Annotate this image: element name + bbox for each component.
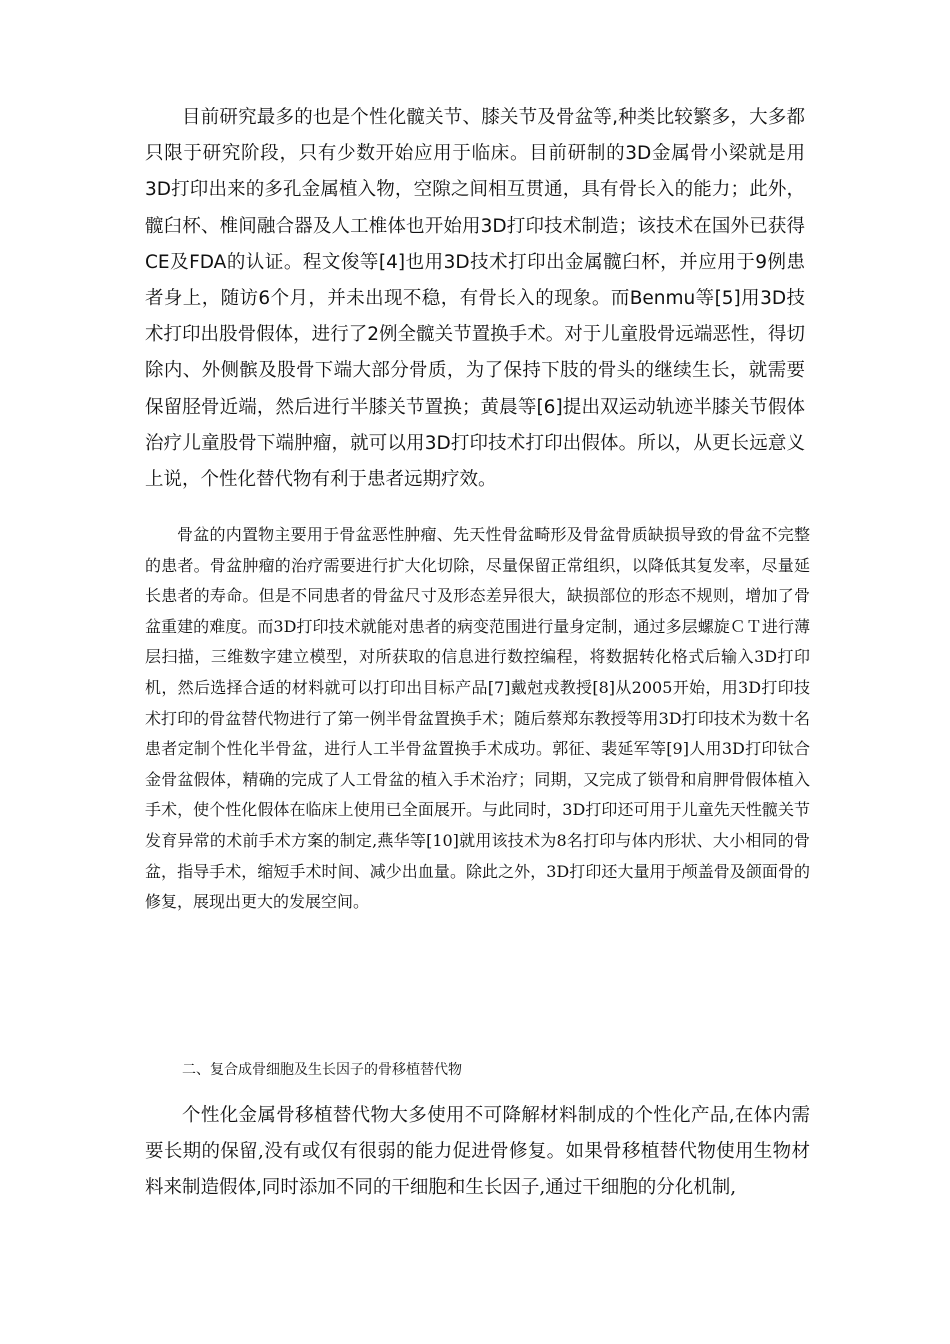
paragraph-pelvic-implants: 骨盆的内置物主要用于骨盆恶性肿瘤、先天性骨盆畸形及骨盆骨质缺损导致的骨盆不完整的患者。骨盆肿瘤的治疗需要进行扩大化切除，尽量保留正常组织，以降低其复发率，尽量延长患者的寿命。但是不同患者的骨盆尺寸及形态差异很大，缺损部位的形态不规则，增加了骨盆重建的难度。而3D打印技术就能对患者的病变范围进行量身定制，通过多层螺旋ＣＴ进行薄层扫描，三维数字建立模型，对所获取的信息进行数控编程，将数据转化格式后输入3D打印机，然后选择合适的材料就可以打印出目标产品[7]戴尅戎教授[8]从2005开始，用3D打印技术打印的骨盆替代物进行了第一例半骨盆置换手术；随后蔡郑东教授等用3D打印技术为数十名患者定制个性化半骨盆，进行人工半骨盆置换手术成功。郭征、裴延军等[9]人用3D打印钛合金骨盆假体，精确的完成了人工骨盆的植入手术治疗；同期，又完成了锁骨和肩胛骨假体植入手术，使个性化假体在临床上使用已全面展开。与此同时，3D打印还可用于儿童先天性髋关节发育异常的术前手术方案的制定,燕华等[10]就用该技术为8名打印与体内形状、大小相同的骨盆，指导手术，缩短手术时间、减少出血量。除此之外，3D打印还大量用于颅盖骨及颌面骨的修复，展现出更大的发展空间。 [145,525,810,912]
paragraph-composite-bone-grafts: 个性化金属骨移植替代物大多使用不可降解材料制成的个性化产品,在体内需要长期的保留,没有或仅有很弱的能力促进骨修复。如果骨移植替代物使用生物材料来制造假体,同时添加不同的干细胞和生长因子,通过干细胞的分化机制, [145,1105,810,1198]
section-heading: 二、复合成骨细胞及生长因子的骨移植替代物 [182,1062,462,1078]
paragraph-custom-joint-implants: 目前研究最多的也是个性化髋关节、膝关节及骨盆等,种类比较繁多，大多都只限于研究阶段，只有少数开始应用于临床。目前研制的3D金属骨小梁就是用3D打印出来的多孔金属植入物，空隙之间相互贯通，具有骨长入的能力；此外，髋臼杯、椎间融合器及人工椎体也开始用3D打印技术制造；该技术在国外已获得CE及FDA的认证。程文俊等[4]也用3D技术打印出金属髋臼杯，并应用于9例患者身上，随访6个月，并未出现不稳，有骨长入的现象。而Benmu等[5]用3D技术打印出股骨假体，进行了2例全髋关节置换手术。对于儿童股骨远端恶性，得切除内、外侧髌及股骨下端大部分骨质，为了保持下肢的骨头的继续生长，就需要保留胫骨近端，然后进行半膝关节置换；黄晨等[6]提出双运动轨迹半膝关节假体治疗儿童股骨下端肿瘤，就可以用3D打印技术打印出假体。所以，从更长远意义上说，个性化替代物有利于患者远期疗效。 [145,107,805,491]
